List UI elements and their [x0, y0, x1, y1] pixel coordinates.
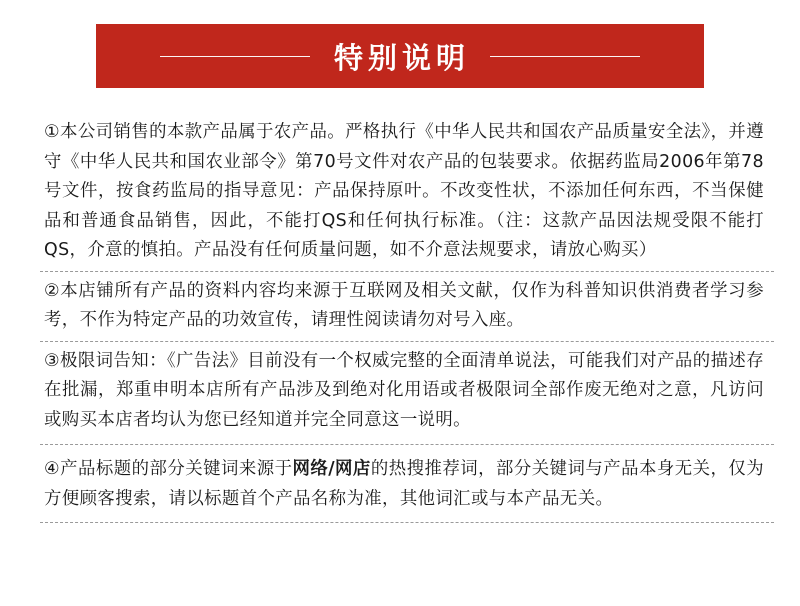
banner-left-line — [160, 56, 310, 57]
notice-section-3: ③极限词告知：《广告法》目前没有一个权威完整的全面清单说法，可能我们对产品的描述存在批漏，郑重申明本店所有产品涉及到绝对化用语或者极限词全部作废无绝对之意，凡访问或购买本店者均认为您已经知道并完全同意这一说明。 — [44, 350, 764, 430]
section-4-bold-keyword: 网络/网店 — [292, 459, 371, 479]
page-title: 特别说明 — [333, 40, 470, 75]
header-banner — [96, 24, 704, 88]
section-4-text-before: ④产品标题的部分关键词来源于 — [44, 459, 293, 479]
notice-section-1: ①本公司销售的本款产品属于农产品。严格执行《中华人民共和国农产品质量安全法》，并遵守《中华人民共和国农业部令》第70号文件对农产品的包装要求。依据药监局2006年第78号文件，按食药监局的指导意见：产品保持原叶。不改变性状，不添加任何东西，不当保健品和普通食品销售，因此，不能打QS和任何执行标准。（注：这款产品因法规受限不能打QS，介意的慎拍。产品没有任何质量问题，如不介意法规要求，请放心购买） — [44, 122, 764, 260]
notice-content — [44, 110, 764, 523]
section-4-text-after: 的热搜推荐词，部分关键词与产品本身无关，仅为方便顾客搜索，请以标题首个产品名称为准，其他词汇或与本产品无关。 — [44, 459, 764, 509]
notice-section-2: ②本店铺所有产品的资料内容均来源于互联网及相关文献，仅作为科普知识供消费者学习参考，不作为特定产品的功效宣传，请理性阅读请勿对号入座。 — [44, 280, 764, 330]
notice-section-4 — [44, 445, 764, 514]
banner-right-line — [490, 56, 640, 57]
section-divider — [40, 522, 774, 523]
